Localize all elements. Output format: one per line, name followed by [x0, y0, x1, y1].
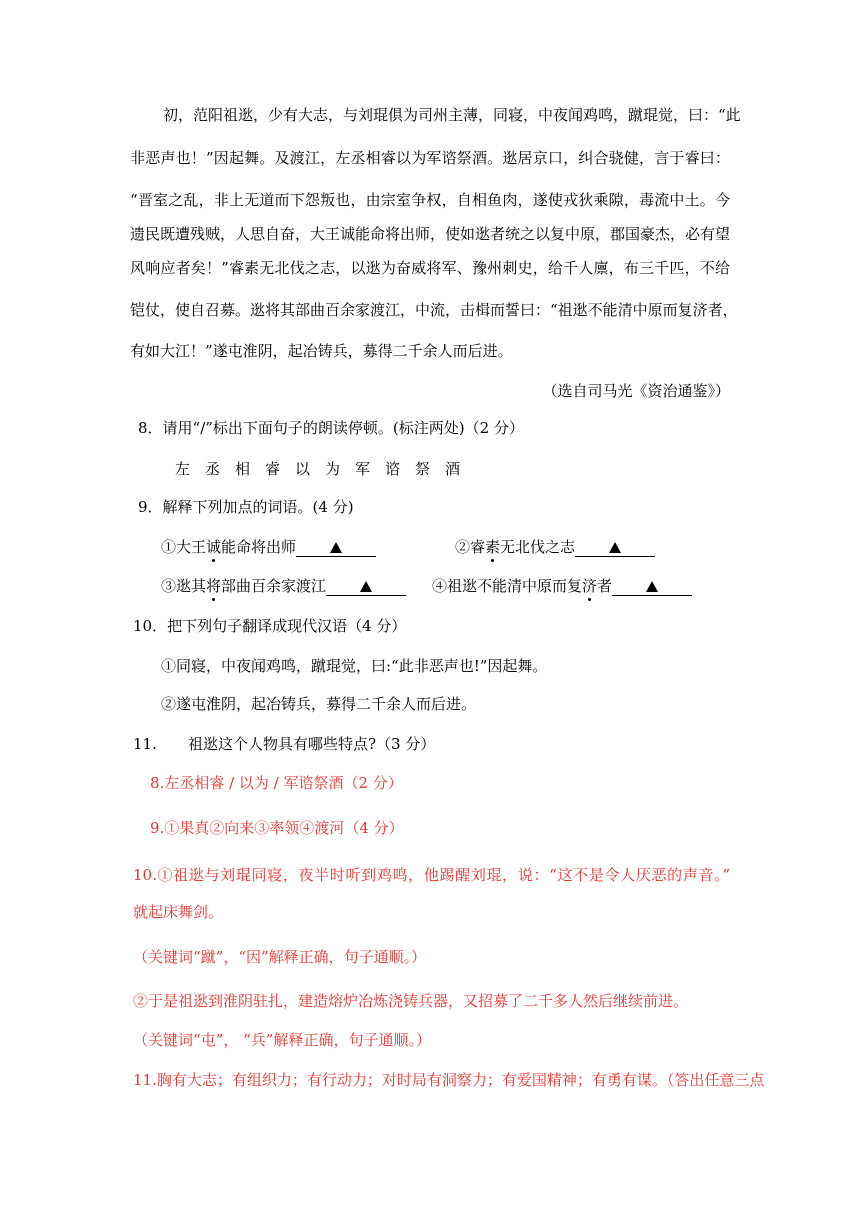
emphasis-char: 将: [206, 577, 222, 595]
item-text-post: 能命将出师: [221, 538, 297, 556]
answer-10-2: ②于是祖逖到淮阴驻扎，建造熔炉冶炼浇铸兵器，又招募了二千多人然后继续前进。: [133, 992, 689, 1010]
answer-11: 11.胸有大志；有组织力；有行动力；对时局有洞察力；有爱国精神；有勇有谋。（答出任意三点: [133, 1071, 765, 1089]
question-9-item-4: [432, 576, 692, 596]
question-9-prompt: 9．解释下列加点的词语。(4 分): [138, 498, 354, 516]
answer-10-1-note: （关键词“蹴”，“因”解释正确，句子通顺。）: [133, 948, 427, 966]
question-8-sentence: 左丞相睿以为军谘祭酒: [175, 460, 476, 478]
emphasis-char: 素: [485, 538, 501, 556]
emphasis-char: 诚: [206, 538, 222, 556]
question-8-prompt: 8．请用“/”标出下面句子的朗读停顿。(标注两处)（2 分）: [138, 419, 524, 437]
triangle-icon: [360, 581, 372, 592]
question-10-item-1: ①同寝，中夜闻鸡鸣，蹴琨觉，曰:“此非恶声也!”因起舞。: [161, 657, 548, 675]
question-11-number: 11.: [133, 735, 157, 753]
answer-blank[interactable]: [575, 539, 655, 557]
item-text-pre: ④祖逖不能清中原而复: [432, 577, 583, 595]
question-9-item-3: [161, 576, 406, 596]
answer-blank[interactable]: [296, 539, 376, 557]
item-text-post: 无北伐之志: [500, 538, 576, 556]
passage-line-7: 有如大江！”遂屯淮阴，起冶铸兵，募得二千余人而后进。: [130, 342, 513, 360]
emphasis-char: 济: [582, 577, 598, 595]
answer-blank[interactable]: [612, 578, 692, 596]
passage-line-5: 风响应者矣！”睿素无北伐之志，以逖为奋威将军、豫州刺史，给千人廪，布三千匹，不给: [130, 259, 730, 277]
passage-line-1: 初，范阳祖逖，少有大志，与刘琨俱为司州主薄，同寝，中夜闻鸡鸣，蹴琨觉，曰：“此: [163, 106, 741, 124]
triangle-icon: [609, 542, 621, 553]
item-text-pre: ①大王: [161, 538, 207, 556]
triangle-icon: [646, 581, 658, 592]
answer-9: 9.①果真②向来③率领④渡河（4 分）: [150, 819, 404, 837]
question-10-item-2: ②遂屯淮阴，起冶铸兵，募得二千余人而后进。: [161, 695, 477, 713]
question-10-prompt: 10．把下列句子翻译成现代汉语（4 分）: [133, 617, 407, 635]
passage-source: （选自司马光《资治通鉴》）: [542, 382, 730, 400]
item-text-post: 部曲百余家渡江: [221, 577, 327, 595]
item-text-pre: ③逖其: [161, 577, 207, 595]
question-11-prompt: 祖逖这个人物具有哪些特点?（3 分）: [188, 735, 436, 753]
answer-8: 8.左丞相睿 / 以为 / 军谘祭酒（2 分）: [150, 774, 403, 792]
answer-10-2-note: （关键词“屯”， “兵”解释正确，句子通顺。）: [133, 1031, 431, 1049]
passage-line-6: 铠仗，使自召募。逖将其部曲百余家渡江，中流，击楫而誓曰：“祖逖不能清中原而复济者，: [130, 301, 738, 319]
passage-line-2: 非恶声也！”因起舞。及渡江，左丞相睿以为军谘祭酒。逖居京口，纠合骁健，言于睿曰：: [130, 149, 730, 167]
answer-10-1-line-2: 就起床舞剑。: [133, 903, 224, 921]
passage-line-3: “晋室之乱，非上无道而下怨叛也，由宗室争权，自相鱼肉，遂使戎狄乘隙，毒流中土。今: [130, 191, 730, 209]
answer-10-1-line-1: 10.①祖逖与刘琨同寝，夜半时听到鸡鸣，他踢醒刘琨，说：“这不是令人厌恶的声音。”: [133, 866, 730, 884]
triangle-icon: [330, 542, 342, 553]
answer-blank[interactable]: [326, 578, 406, 596]
passage-line-4: 遗民既遭残贼，人思自奋，大王诚能命将出师，使如逖者统之以复中原，郡国豪杰，必有望: [130, 225, 731, 243]
question-9-item-2: [455, 537, 655, 557]
question-9-item-1: [161, 537, 376, 557]
item-text-pre: ②睿: [455, 538, 486, 556]
item-text-post: 者: [597, 577, 613, 595]
